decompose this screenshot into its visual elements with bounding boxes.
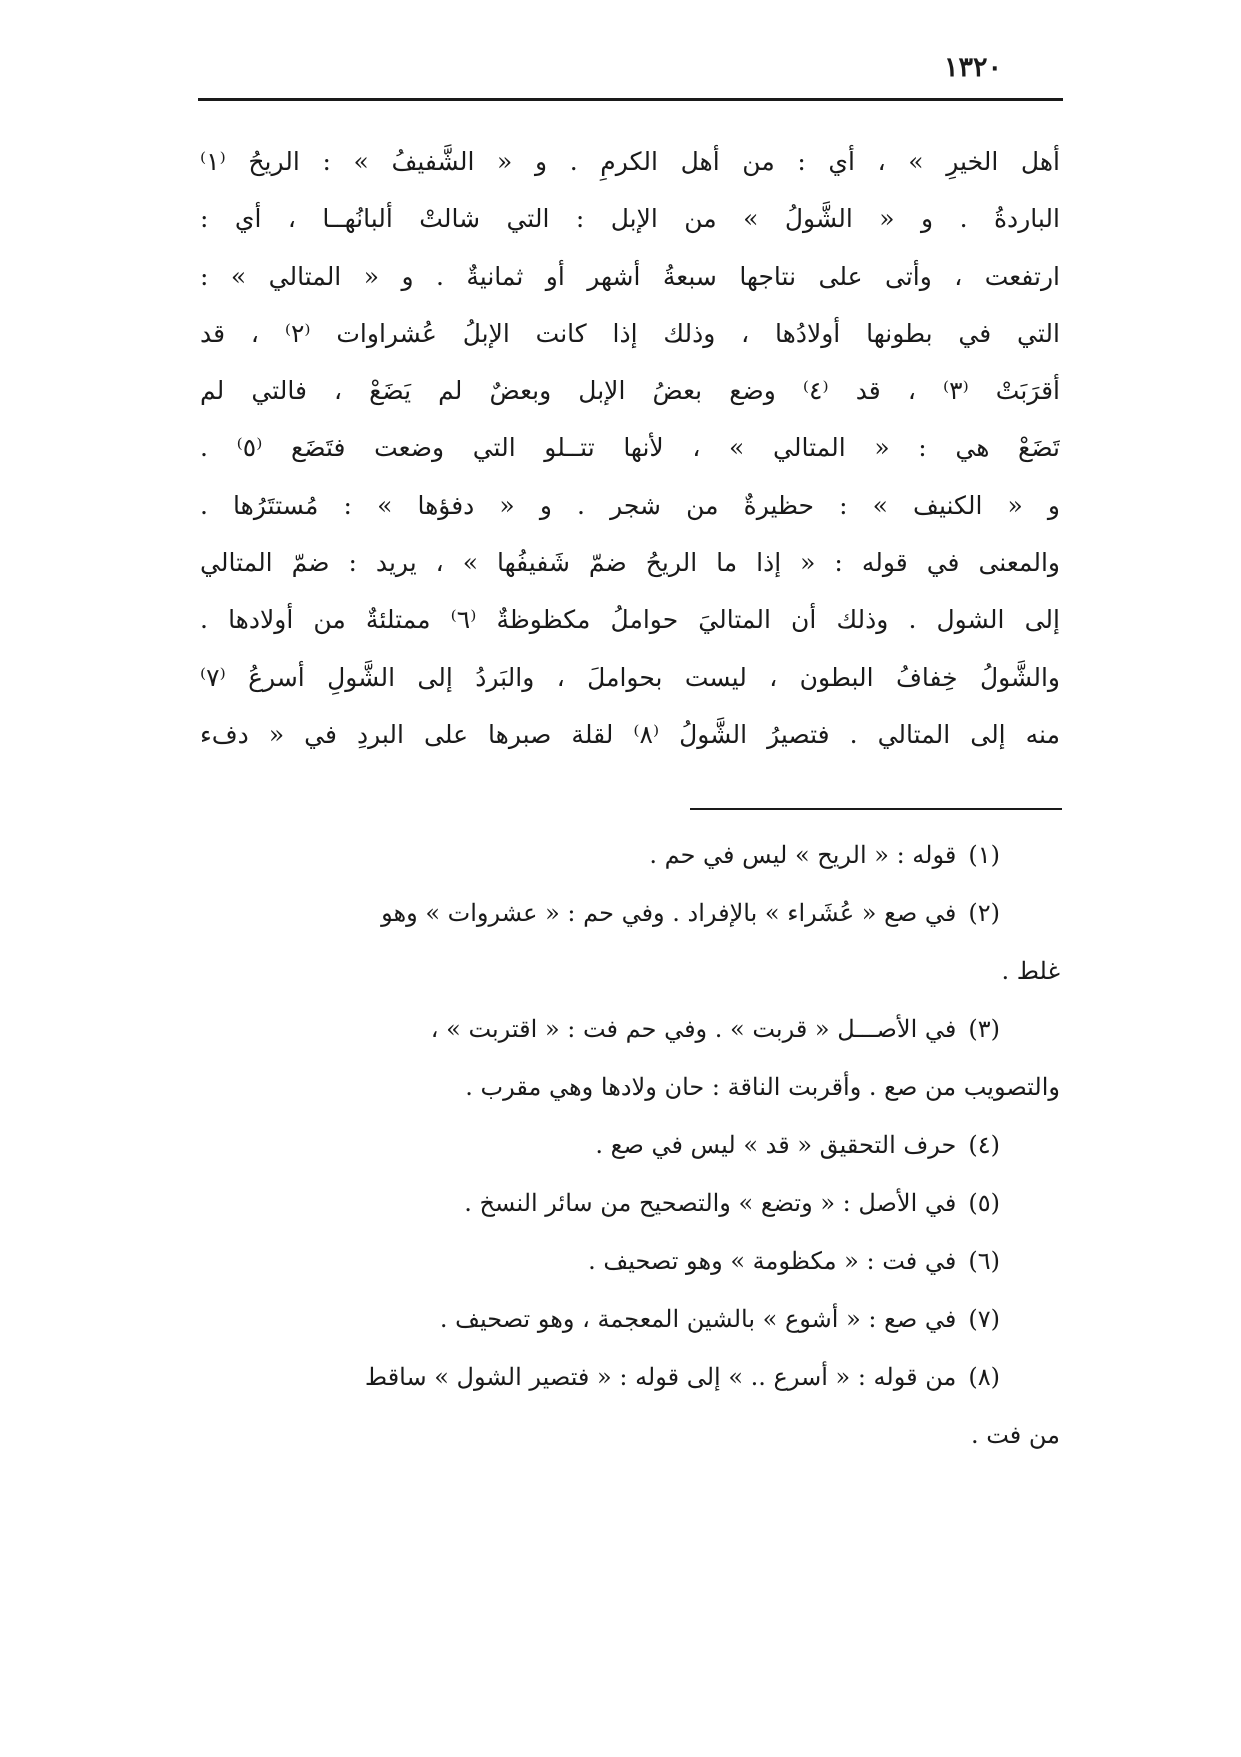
footnote-number: (٤)	[968, 1131, 1000, 1159]
footnote	[200, 1174, 1060, 1232]
footnote-number: (٦)	[968, 1247, 1000, 1275]
footnote-text: في صع « عُشَراء » بالإفراد . وفي حم : « عشروات » وهو	[381, 899, 957, 927]
footnote-number: (٢)	[968, 899, 1000, 927]
text-line: و « الكنيف » : حظيرةٌ من شجر . و « دفؤها » : مُستتَرُها .	[200, 490, 1060, 520]
footnote-number: (٥)	[968, 1189, 1000, 1217]
footnote-continuation: والتصويب من صع . وأقربت الناقة : حان ولادها وهي مقرب .	[465, 1073, 1060, 1101]
footnote-text: حرف التحقيق « قد » ليس في صع .	[595, 1131, 957, 1159]
text-line: ارتفعت ، وأتى على نتاجها سبعةُ أشهر أو ثمانيةٌ . و « المتالي » :	[200, 261, 1060, 291]
footnote-number: (٨)	[968, 1363, 1000, 1391]
text-line: أقرَبَتْ ⁽٣⁾ ، قد ⁽٤⁾ وضع بعضُ الإبل وبعضٌ لم يَضَعْ ، فالتي لم	[200, 376, 1060, 406]
footnote-rule	[690, 808, 1062, 810]
header-rule	[198, 98, 1063, 101]
footnote	[200, 1348, 1060, 1406]
footnote-text: في فت : « مكظومة » وهو تصحيف .	[588, 1247, 957, 1275]
footnote	[200, 1290, 1060, 1348]
footnote-text: من قوله : « أسرع .. » إلى قوله : « فتصير الشول » ساقط	[364, 1363, 957, 1391]
footnote	[200, 1116, 1060, 1174]
text-line: الباردةُ . و « الشَّولُ » من الإبل : التي شالتْ ألبانُهــا ، أي :	[200, 204, 1060, 234]
text-line: إلى الشول . وذلك أن المتاليَ حواملُ مكظوظةٌ ⁽٦⁾ ممتلئةٌ من أولادها .	[200, 605, 1060, 635]
footnote-continuation: غلط .	[1001, 957, 1060, 985]
text-line: أهل الخيرِ » ، أي : من أهل الكرمِ . و « الشَّفيفُ » : الريحُ ⁽١⁾	[200, 147, 1060, 176]
footnote-text: في الأصل : « وتضع » والتصحيح من سائر النسخ .	[464, 1189, 957, 1217]
footnote-text: في الأصـــل « قربت » . وفي حم فت : « اقتربت » ،	[430, 1015, 957, 1043]
footnote-number: (١)	[968, 841, 1000, 869]
main-text	[200, 133, 1060, 763]
footnote-text: قوله : « الريح » ليس في حم .	[649, 841, 957, 869]
text-line: التي في بطونها أولادُها ، وذلك إذا كانت الإبلُ عُشراوات ⁽٢⁾ ، قد	[200, 318, 1060, 348]
footnote	[200, 1000, 1060, 1058]
footnote-continuation: من فت .	[970, 1421, 1060, 1449]
footnote	[200, 826, 1060, 884]
footnote	[200, 1232, 1060, 1290]
text-line: والمعنى في قوله : « إذا ما الريحُ ضمّ شَفيفُها » ، يريد : ضمّ المتالي	[200, 548, 1060, 578]
text-line: والشَّولُ خِفافُ البطون ، ليست بحواملَ ، والبَردُ إلى الشَّولِ أسرعُ ⁽٧⁾	[200, 662, 1060, 692]
footnote-number: (٧)	[968, 1305, 1000, 1333]
page-number: ١٣٢٠	[944, 52, 1003, 83]
text-line: تَضَعْ هي : « المتالي » ، لأنها تتــلو التي وضعت فتَضَع ⁽٥⁾ .	[200, 433, 1060, 463]
footnotes	[200, 826, 1060, 1464]
footnote	[200, 884, 1060, 942]
footnote-number: (٣)	[968, 1015, 1000, 1043]
footnote-text: في صع : « أشوع » بالشين المعجمة ، وهو تصحيف .	[439, 1305, 957, 1333]
text-line: منه إلى المتالي . فتصيرُ الشَّولُ ⁽٨⁾ لقلة صبرها على البردِ في « دفء	[200, 719, 1060, 749]
